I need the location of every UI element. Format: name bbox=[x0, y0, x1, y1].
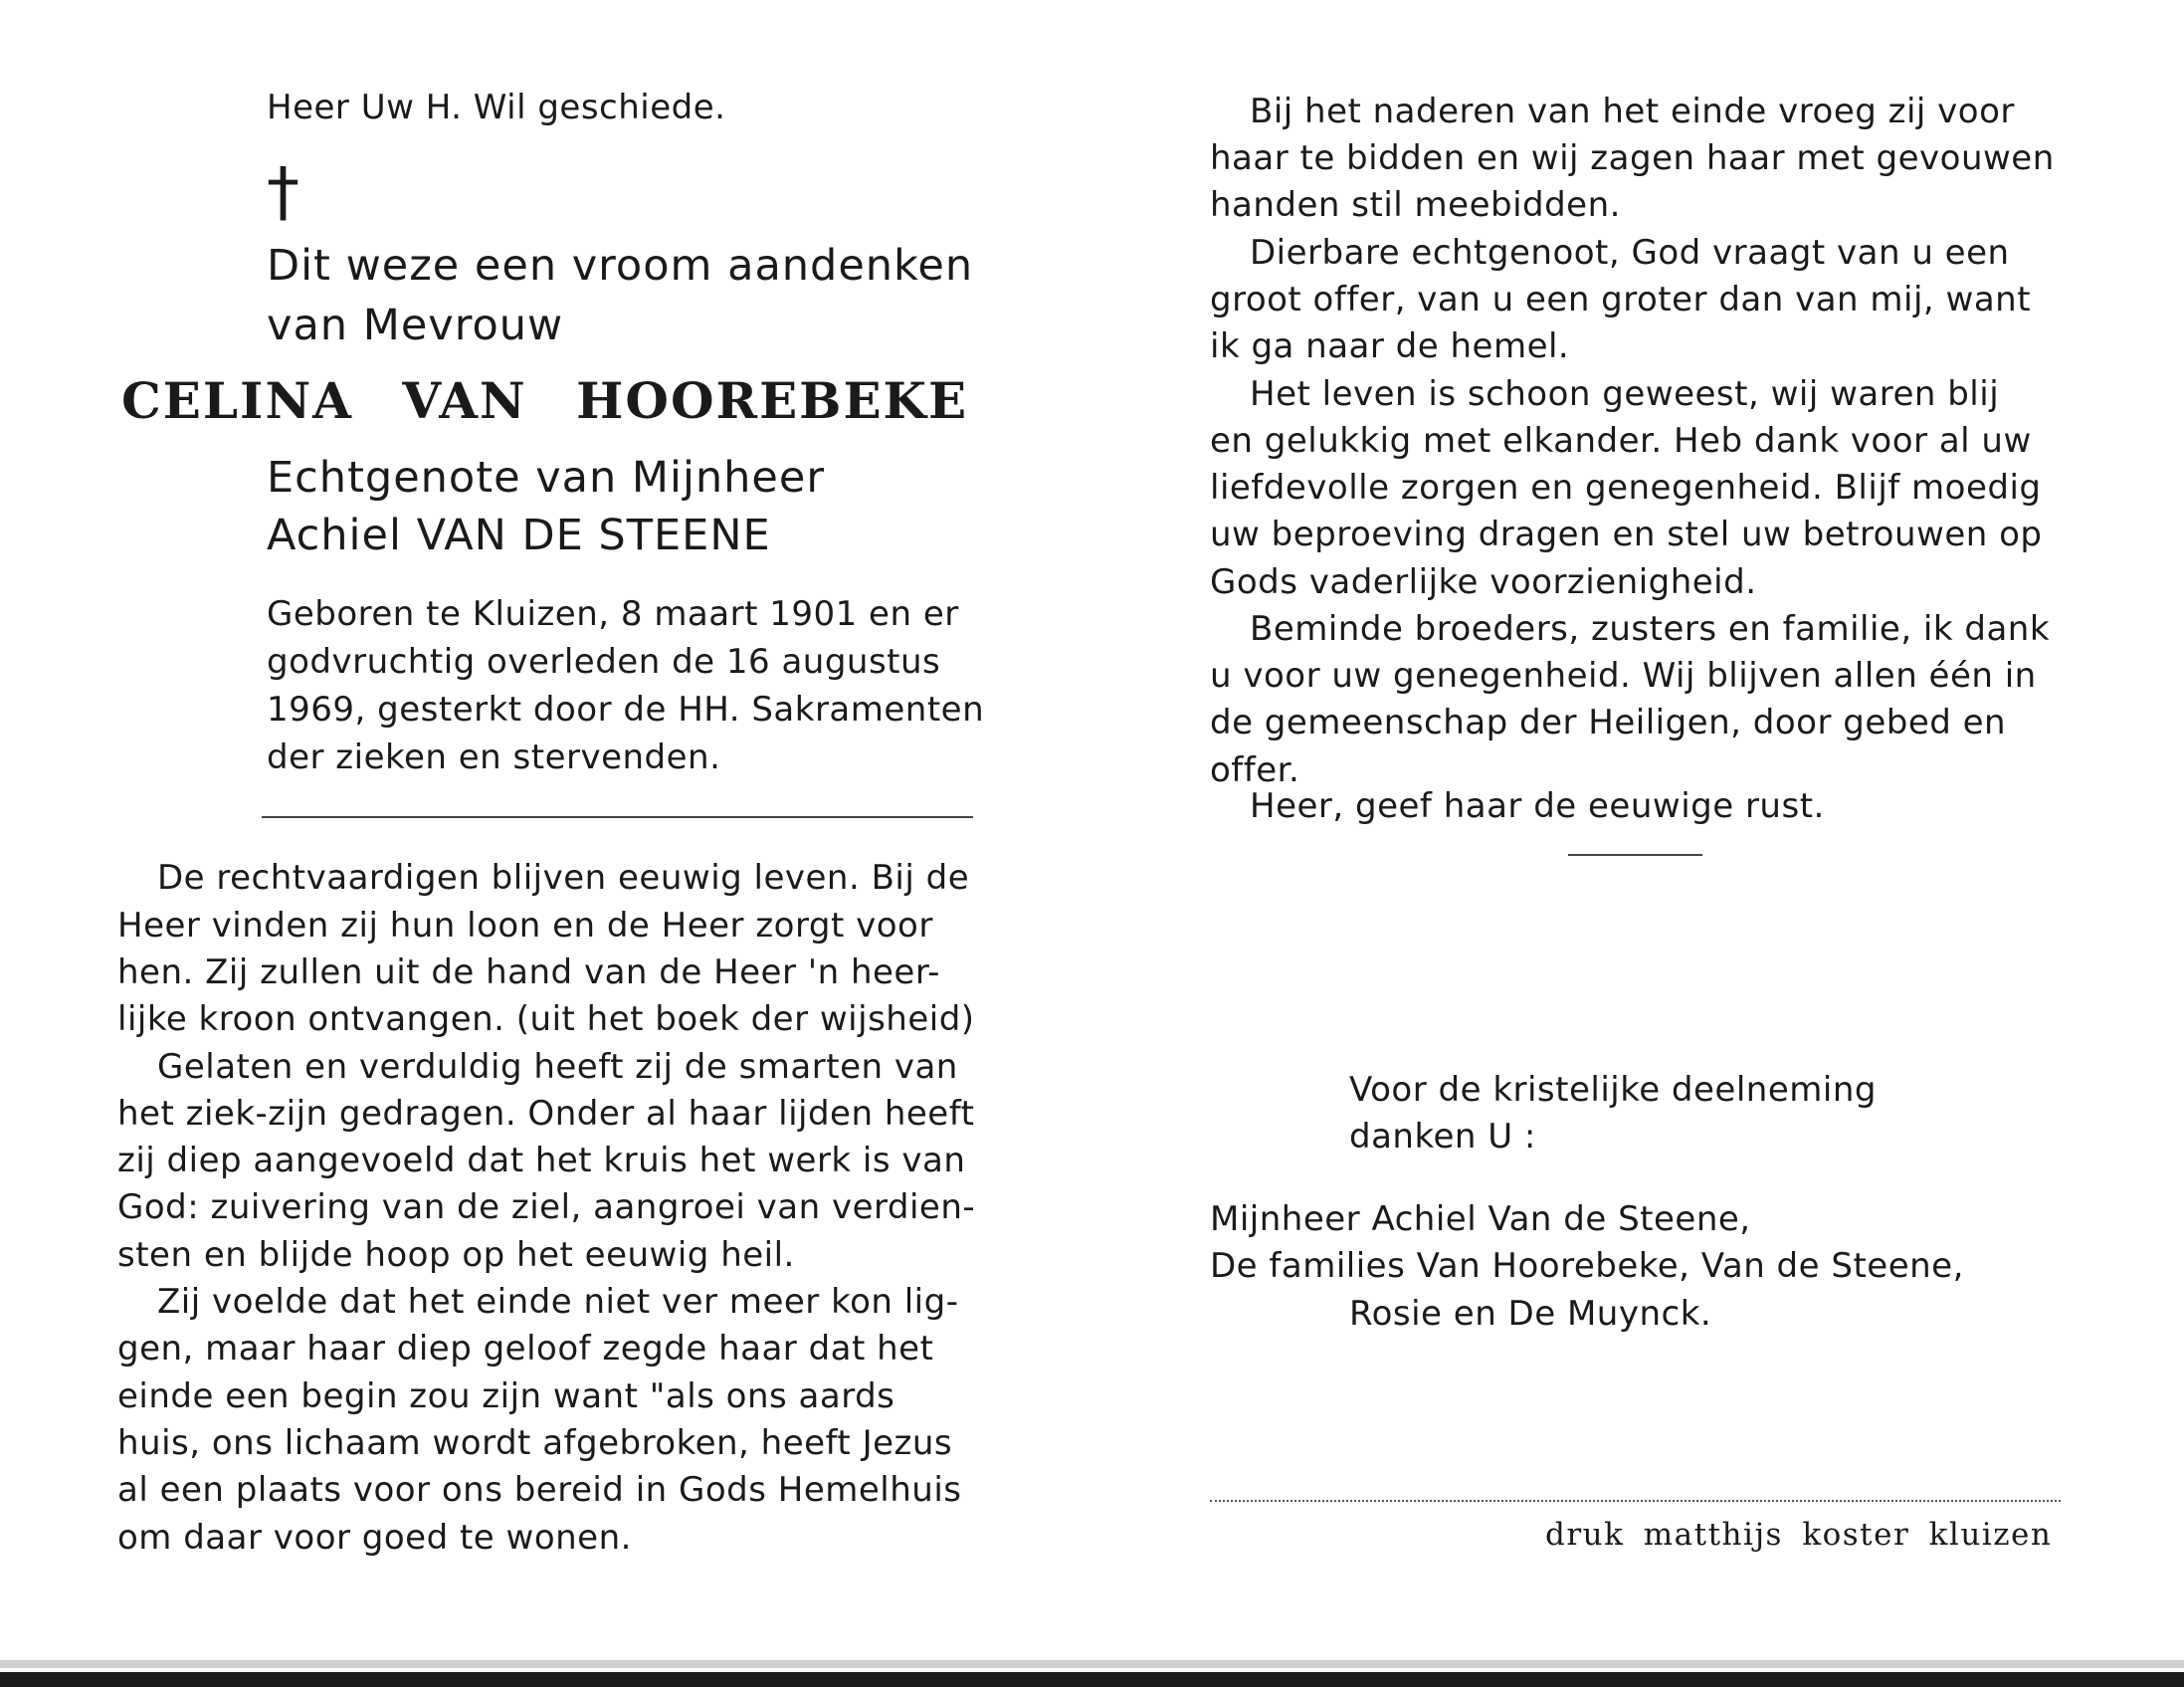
printer-divider bbox=[1210, 1500, 2061, 1502]
text-line: Het leven is schoon geweest, wij waren blij bbox=[1250, 374, 2000, 414]
prayer-line: Heer Uw H. Wil geschiede. bbox=[267, 88, 726, 127]
text-line: om daar voor goed te wonen. bbox=[117, 1518, 632, 1558]
text-line: Zij voelde dat het einde niet ver meer kon lig- bbox=[157, 1282, 959, 1322]
family-line-2: De families Van Hoorebeke, Van de Steene, bbox=[1210, 1246, 1964, 1286]
text-line: haar te bidden en wij zagen haar met gevouwen bbox=[1210, 138, 2055, 178]
text-line: ik ga naar de hemel. bbox=[1210, 326, 1570, 366]
memorial-line-2: van Mevrouw bbox=[267, 301, 564, 350]
text-line: einde een begin zou zijn want "als ons aards bbox=[117, 1376, 895, 1416]
text-line: Heer, geef haar de eeuwige rust. bbox=[1250, 786, 1825, 826]
text-line: Gods vaderlijke voorzienigheid. bbox=[1210, 562, 1757, 602]
card-bottom-shadow bbox=[0, 1660, 2184, 1668]
text-line: Dierbare echtgenoot, God vraagt van u een bbox=[1250, 233, 2010, 273]
text-line: hen. Zij zullen uit de hand van de Heer 'n heer- bbox=[117, 952, 940, 992]
text-line: Heer vinden zij hun loon en de Heer zorgt voor bbox=[117, 906, 933, 946]
short-divider bbox=[1568, 854, 1702, 856]
family-line-1: Mijnheer Achiel Van de Steene, bbox=[1210, 1199, 1751, 1239]
text-line: al een plaats voor ons bereid in Gods Hemelhuis bbox=[117, 1470, 962, 1510]
text-line: en gelukkig met elkander. Heb dank voor al uw bbox=[1210, 421, 2032, 461]
birth-death-line-4: der zieken en stervenden. bbox=[267, 738, 721, 777]
text-line: groot offer, van u een groter dan van mij, want bbox=[1210, 280, 2032, 319]
text-line: u voor uw genegenheid. Wij blijven allen één in bbox=[1210, 656, 2037, 696]
birth-death-line-3: 1969, gesterkt door de HH. Sakramenten bbox=[267, 690, 985, 730]
text-line: God: zuivering van de ziel, aangroei van verdien- bbox=[117, 1187, 976, 1227]
memorial-line-1: Dit weze een vroom aandenken bbox=[267, 241, 974, 291]
text-line: handen stil meebidden. bbox=[1210, 185, 1621, 225]
text-line: liefdevolle zorgen en genegenheid. Blijf moedig bbox=[1210, 468, 2042, 508]
printer-credit: druk matthijs koster kluizen bbox=[1545, 1517, 2053, 1553]
card-bottom-border bbox=[0, 1672, 2184, 1687]
deceased-name: CELINA VAN HOOREBEKE bbox=[121, 371, 969, 430]
text-line: het ziek-zijn gedragen. Onder al haar lijden heeft bbox=[117, 1094, 975, 1134]
text-line: De rechtvaardigen blijven eeuwig leven. Bij de bbox=[157, 858, 970, 898]
thanks-line-2: danken U : bbox=[1349, 1117, 1536, 1157]
text-line: Bij het naderen van het einde vroeg zij voor bbox=[1250, 92, 2015, 131]
text-line: Gelaten en verduldig heeft zij de smarten van bbox=[157, 1047, 958, 1087]
spouse-line-2: Achiel VAN DE STEENE bbox=[267, 511, 771, 560]
birth-death-line-1: Geboren te Kluizen, 8 maart 1901 en er bbox=[267, 594, 959, 634]
text-line: sten en blijde hoop op het eeuwig heil. bbox=[117, 1235, 795, 1275]
text-line: gen, maar haar diep geloof zegde haar dat het bbox=[117, 1329, 934, 1369]
birth-death-line-2: godvruchtig overleden de 16 augustus bbox=[267, 642, 941, 682]
text-line: de gemeenschap der Heiligen, door gebed en bbox=[1210, 703, 2007, 742]
text-line: huis, ons lichaam wordt afgebroken, heeft Jezus bbox=[117, 1423, 953, 1463]
text-line: uw beproeving dragen en stel uw betrouwen op bbox=[1210, 515, 2043, 554]
family-line-3: Rosie en De Muynck. bbox=[1349, 1294, 1712, 1334]
text-line: offer. bbox=[1210, 750, 1300, 790]
text-line: lijke kroon ontvangen. (uit het boek der wijsheid) bbox=[117, 999, 975, 1039]
text-line: Beminde broeders, zusters en familie, ik dank bbox=[1250, 609, 2051, 649]
section-divider bbox=[262, 816, 973, 818]
spouse-line-1: Echtgenote van Mijnheer bbox=[267, 453, 826, 503]
text-line: zij diep aangevoeld dat het kruis het werk is van bbox=[117, 1141, 966, 1180]
cross-icon: † bbox=[267, 153, 299, 230]
thanks-line-1: Voor de kristelijke deelneming bbox=[1349, 1070, 1877, 1110]
